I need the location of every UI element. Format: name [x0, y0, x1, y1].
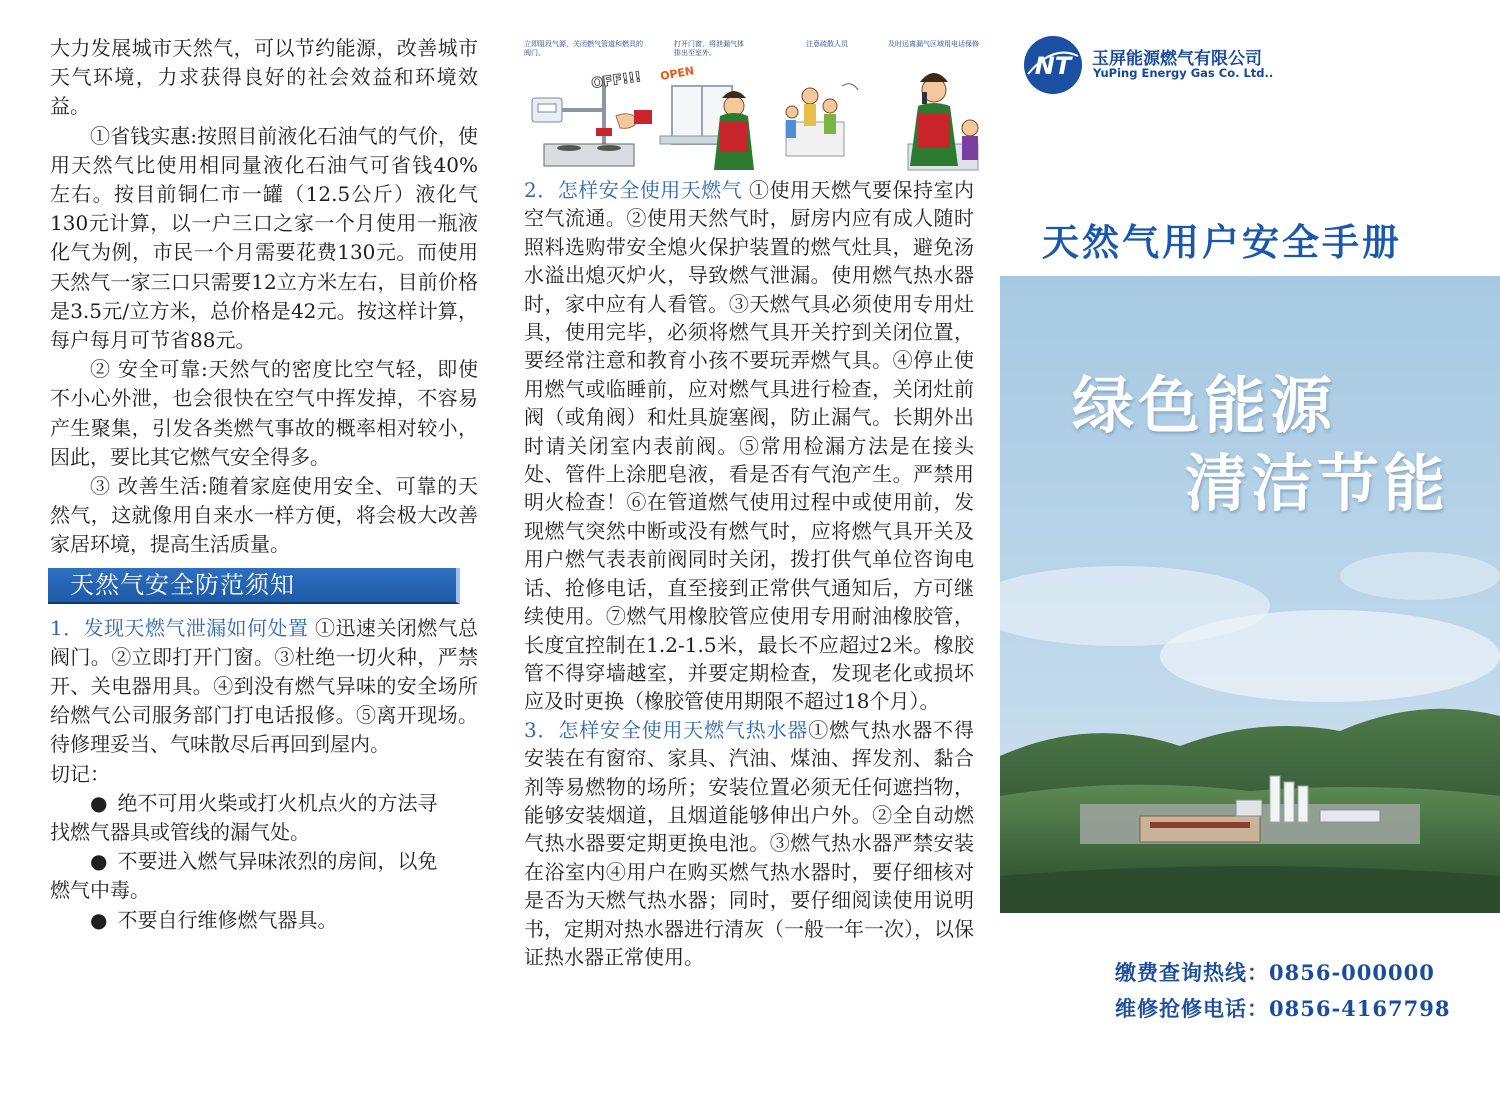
- open-window-icon: [660, 86, 754, 170]
- illustration-caption: 立即阻段气源，关闭燃气管道和燃具的阀门。: [524, 40, 643, 57]
- company-name-en: YuPing Energy Gas Co. Ltd..: [1093, 66, 1274, 80]
- cover-panel: [1000, 0, 1500, 1104]
- repair-hotline: 维修抢修电话：0856-4167798: [1115, 996, 1451, 1021]
- safety-illustration-strip: [524, 36, 994, 176]
- sign-off-text: OFF!!!: [590, 69, 643, 92]
- heater-text: ①燃气热水器不得安装在有窗帘、家具、汽油、煤油、挥发剂、黏合剂等易燃物的场所；安装位置必须无任何遮挡物，能够安装烟道，且烟道能够伸出户外。②全自动燃气热水器要定期更换电池。③燃气热水器严禁安装在浴室内④用户在购买燃气热水器时，要仔细核对是否为天燃气热水器；同时，要仔细阅读使用说明书，定期对热水器进行清灰（一般一年一次），以保证热水器正常使用。: [524, 717, 975, 969]
- bullet-continuation: 燃气中毒。: [50, 878, 150, 903]
- bullet-item: [50, 906, 478, 935]
- use-text: ①使用天燃气要保持室内空气流通。②使用天然气时，厨房内应有成人随时照料选购带安全熄火保护装置的燃气灶具，避免汤水溢出熄灭炉火，导致燃气泄漏。使用燃气热水器时，家中应有人看管。③天燃气具必须使用专用灶具，使用完毕，必须将燃气具开关拧到关闭位置，要经常注意和教育小孩不要玩弄燃气具。④停止使用燃气或临睡前，应对燃气具进行检查，关闭灶前阀（或角阀）和灶具旋塞阀，防止漏气。长期外出时请关闭室内表前阀。⑤常用检漏方法是在接头处、管件上涂肥皂液，看是否有气泡产生。严禁用明火检查！⑥在管道燃气使用过程中或使用前，发现燃气突然中断或没有燃气时，应将燃气具开关及用户燃气表表前阀同时关闭，拨打供气单位咨询电话、抢修电话，直至接到正常供气通知后，方可继续使用。⑦燃气用橡胶管应使用专用耐油橡胶管，长度宜控制在1.2-1.5米，最长不应超过2米。橡胶管不得穿墙越室，并要定期检查，发现老化或损坏应及时更换（橡胶管使用期限不超过18个月）。: [524, 178, 975, 714]
- bullet-dot-icon: ●: [90, 790, 108, 815]
- bullet-text: 绝不可用火柴或打火机点火的方法寻: [117, 790, 438, 815]
- slogan-line-1: 绿色能源: [1072, 369, 1337, 442]
- middle-text-block: [524, 176, 974, 971]
- evacuate-people-icon: [786, 84, 858, 156]
- company-name-cn: 玉屏能源燃气有限公司: [1092, 49, 1262, 69]
- heater-paragraph: [524, 716, 974, 972]
- manual-title: 天然气用户安全手册: [1042, 221, 1402, 264]
- slogan-line-2: 清洁节能: [1185, 447, 1450, 520]
- phone-call-icon: [908, 73, 978, 170]
- section-title-bar: 天然气安全防范须知: [48, 568, 460, 604]
- leak-text: ①迅速关闭燃气总阀门。②立即打开门窗。③杜绝一切火种，严禁开、关电器用具。④到没有燃气异味的安全场所给燃气公司服务部门打电话报修。⑤离开现场。待修理妥当、气味散尽后再回到屋内。: [50, 615, 479, 757]
- intro-paragraph: 大力发展城市天然气，可以节约能源，改善城市天气环境，力求获得良好的社会效益和环境效益。: [50, 36, 478, 119]
- illustration-caption: 打开门窗，将泄漏气体排出至室外。: [674, 40, 744, 57]
- bullet-item: [50, 847, 478, 876]
- illustration-caption: 及时远离漏气区域用电话保修: [888, 40, 979, 48]
- benefit-life: ③ 改善生活:随着家庭使用安全、可靠的天然气，这就像用自来水一样方便，将会极大改善家居环境，提高生活质量。: [50, 474, 478, 557]
- remember-label: 切记：: [50, 761, 110, 786]
- bullet-text: 不要自行维修燃气器具。: [117, 907, 338, 932]
- sign-open-text: OPEN: [659, 64, 696, 83]
- benefit-safety: ② 安全可靠:天然气的密度比空气轻，即使不小心外泄，也会很快在空气中挥发掉，不容易产生聚集，引发各类燃气事故的概率相对较小，因此，要比其它燃气安全得多。: [50, 357, 478, 469]
- benefit-savings: ①省钱实惠:按照目前液化石油气的气价，使用天然气比使用相同量液化石油气可省钱40% 左右。按目前铜仁市一罐（12.5公斤）液化气130元计算，以一户三口之家一个月使用一瓶液化气为例，市民一个月需要花费130元。而使用天然气一家三口只需要12立方米左右，目前价格是3.5元/立方米，总价格是42元。按这样计算，每户每月可节省88元。: [50, 123, 478, 353]
- bullet-dot-icon: ●: [90, 849, 108, 874]
- bullet-continuation: 找燃气器具或管线的漏气处。: [50, 820, 310, 845]
- bullet-text: 不要进入燃气异味浓烈的房间，以免: [117, 849, 438, 874]
- use-paragraph: [524, 176, 974, 716]
- leak-paragraph: [50, 614, 478, 760]
- bullet-dot-icon: ●: [90, 907, 108, 932]
- billing-hotline: 缴费查询热线：0856-000000: [1115, 960, 1435, 985]
- leak-heading: 1．发现天燃气泄漏如何处置: [50, 615, 309, 640]
- use-heading: 2．怎样安全使用天燃气: [524, 178, 743, 202]
- left-column: [50, 34, 478, 935]
- cover-landscape-image: [1000, 276, 1500, 913]
- heater-heading: 3．怎样安全使用天燃气热水器: [524, 717, 809, 742]
- company-logo-icon: [1022, 34, 1084, 96]
- bullet-item: [50, 789, 478, 818]
- middle-column: [524, 36, 979, 1096]
- logo-letters: NT: [1034, 52, 1072, 80]
- safety-cartoon-illustration: [524, 36, 994, 176]
- illustration-caption: 注意疏散人员: [806, 40, 848, 48]
